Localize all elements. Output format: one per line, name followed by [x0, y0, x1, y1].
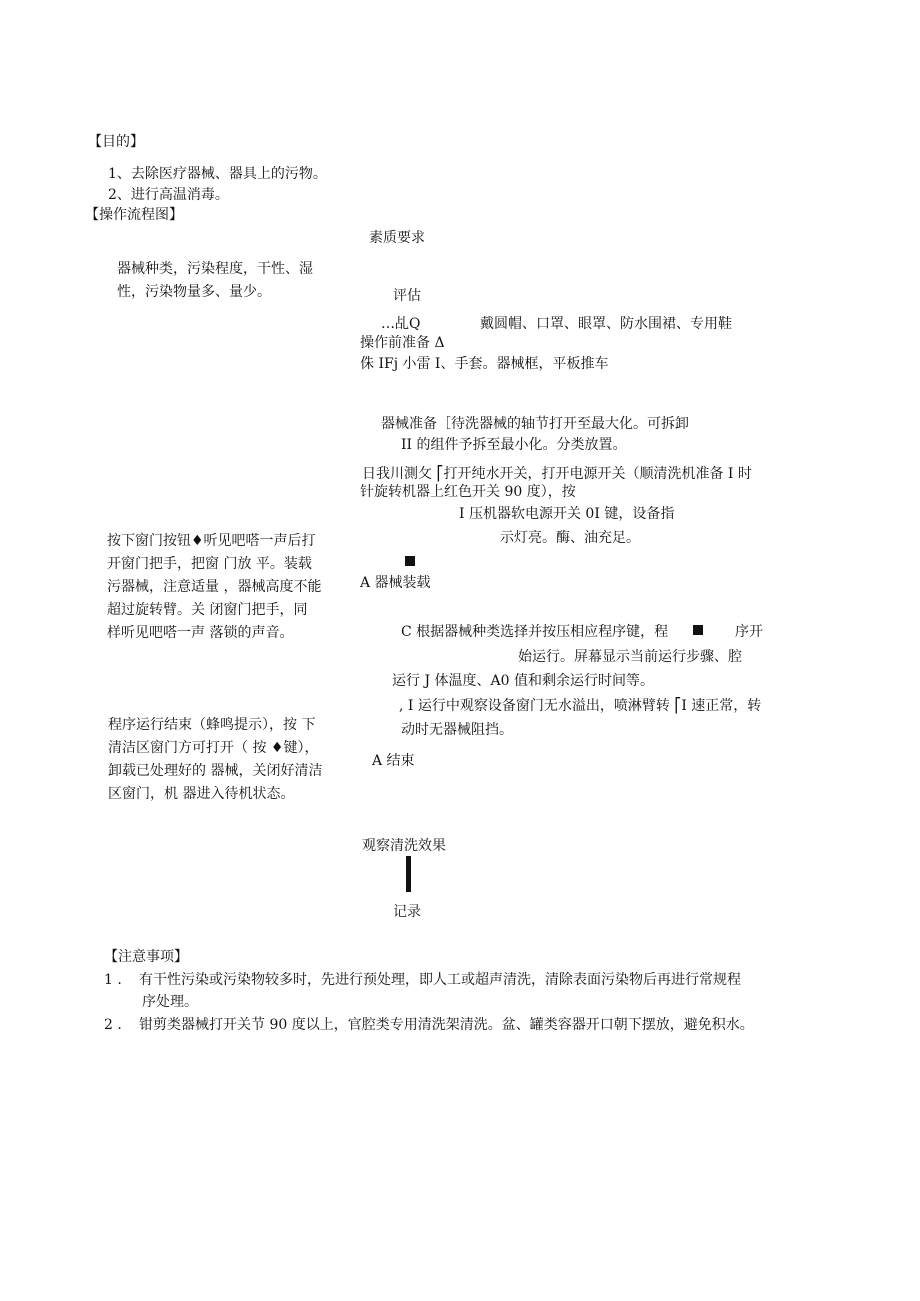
program-line-1a: C 根据器械种类选择并按压相应程序键，程 — [401, 624, 669, 640]
prep-line-1-left: …乩Q — [381, 316, 421, 332]
machine-prep-line-1: 日我川測攵 ⎡打开纯水开关，打开电源开关（顺清洗机准备 I 时 — [362, 466, 752, 482]
assess-note-line: 性，污染物量多、量少。 — [117, 284, 271, 300]
square-marker — [405, 556, 415, 566]
load-note — [107, 530, 321, 645]
flow-heading: 【操作流程图】 — [85, 207, 183, 223]
end-note — [108, 714, 322, 806]
assess-note — [117, 258, 313, 304]
note-2-number: 2 . — [104, 1017, 122, 1033]
note-1-text-cont: 序处理。 — [142, 994, 198, 1010]
end-note-line: 区窗门，机 器进入待机状态。 — [108, 786, 295, 802]
load-note-line: 污器械，注意适量 ，器械高度不能 — [107, 579, 322, 595]
end-note-line: 程序运行结束（蜂鸣提示），按 下 — [108, 717, 316, 733]
program-line-3: 运行 J 体温度、A0 值和剩余运行时间等。 — [392, 673, 654, 689]
machine-prep-line-3: I 压机器软电源开关 0I 键，设备指 — [459, 506, 675, 522]
end-note-line: 卸载已处理好的 器械，关闭好清洁 — [108, 763, 323, 779]
program-line-5: 动时无器械阻挡。 — [401, 722, 513, 738]
step-load: A 器械装载 — [360, 575, 431, 591]
prep-line-1-right: 戴圆帽、口罩、眼罩、防水围裙、专用鞋 — [480, 316, 732, 332]
program-line-1b: 序开 — [735, 624, 763, 640]
purpose-item-1: 1、去除医疗器械、器具上的污物。 — [108, 166, 327, 182]
purpose-item-2: 2、进行高温消毒。 — [108, 187, 229, 203]
purpose-heading: 【目的】 — [88, 134, 144, 150]
end-note-line: 清洁区窗门方可打开（ 按 ♦键）， — [108, 740, 319, 756]
square-marker — [693, 625, 703, 635]
step-prep: 操作前准备 Δ — [360, 335, 445, 351]
prep-line-3: 侏 IFj 小雷 I、手套。器械框，平板推车 — [360, 356, 609, 372]
machine-prep-line-2: 针旋转机器上红色开关 90 度），按 — [360, 484, 576, 500]
flow-connector — [406, 856, 411, 892]
step-end: A 结束 — [372, 753, 415, 769]
note-1-text: 有干性污染或污染物较多时，先进行预处理，即人工或超声清洗，清除表面污染物后再进行常规程 — [139, 972, 741, 988]
step-observe: 观察清洗效果 — [362, 838, 446, 854]
program-line-2: 始运行。屏幕显示当前运行步骤、腔 — [518, 649, 742, 665]
load-note-line: 按下窗门按钮♦听见吧嗒一声后打 — [107, 533, 316, 549]
instrument-prep-line-1: 器械准备［待洗器械的轴节打开至最大化。可拆卸 — [381, 416, 689, 432]
note-1-number: 1 . — [104, 972, 122, 988]
step-assess: 评估 — [393, 288, 421, 304]
program-line-4: , I 运行中观察设备窗门无水溢出，喷淋臂转 ⎡I 速正常，转 — [399, 698, 762, 714]
load-note-line: 开窗门把手，把窗 门放 平。装载 — [107, 556, 312, 572]
notes-heading: 【注意事项】 — [104, 949, 188, 965]
assess-note-line: 器械种类，污染程度，干性、湿 — [117, 261, 313, 277]
note-2-text: 钳剪类器械打开关节 90 度以上，官腔类专用清洗架清洗。盆、罐类容器开口朝下摆放，避免积水。 — [139, 1017, 754, 1033]
load-note-line: 超过旋转臂。关 闭窗门把手，同 — [107, 602, 308, 618]
load-note-line: 样听见吧嗒一声 落锁的声音。 — [107, 625, 294, 641]
instrument-prep-line-2: II 的组件予拆至最小化。分类放置。 — [401, 437, 627, 453]
machine-prep-line-4: 示灯亮。酶、油充足。 — [500, 530, 640, 546]
step-record: 记录 — [393, 904, 421, 920]
step-quality: 素质要求 — [369, 230, 425, 246]
